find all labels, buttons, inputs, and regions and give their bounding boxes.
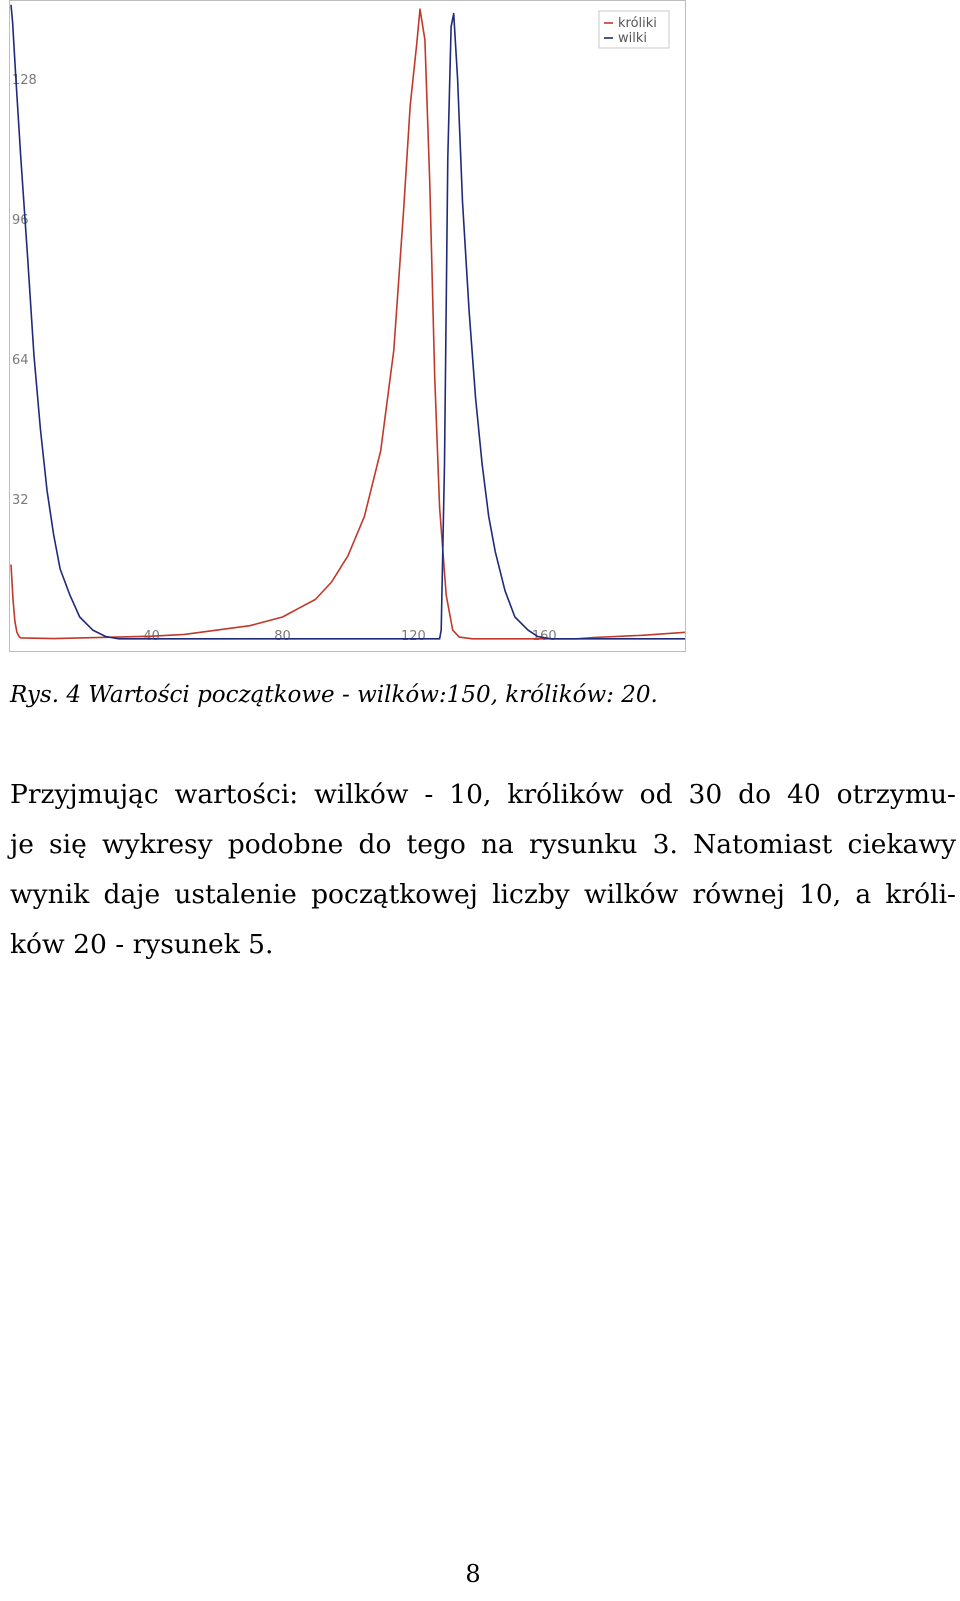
series-line-rabbits bbox=[11, 9, 685, 639]
x-tick-label: 80 bbox=[274, 629, 291, 644]
y-tick-label: 128 bbox=[12, 73, 37, 89]
x-tick-label: 120 bbox=[401, 629, 426, 644]
figure-caption: Rys. 4 Wartości początkowe - wilków:150, królików: 20. bbox=[10, 682, 658, 708]
x-tick-label: 40 bbox=[143, 629, 160, 644]
page-number: 8 bbox=[465, 1560, 481, 1588]
legend-label: wilki bbox=[618, 31, 647, 46]
paragraph-line-2: je się wykresy podobne do tego na rysunku 3. Natomiast ciekawy bbox=[10, 829, 956, 860]
legend-label: króliki bbox=[618, 16, 657, 31]
series-line-wolves bbox=[11, 5, 685, 639]
paragraph-line-1: Przyjmując wartości: wilków - 10, królików od 30 do 40 otrzymu- bbox=[10, 779, 956, 810]
body-paragraph bbox=[10, 770, 956, 970]
population-chart bbox=[9, 0, 686, 652]
x-tick-label: 160 bbox=[531, 629, 557, 644]
chart-canvas bbox=[10, 1, 687, 653]
paragraph-line-3: wynik daje ustalenie początkowej liczby wilków równej 10, a króli- bbox=[10, 879, 956, 910]
y-tick-label: 32 bbox=[12, 492, 29, 508]
paragraph-line-4: ków 20 - rysunek 5. bbox=[10, 929, 274, 960]
y-tick-label: 64 bbox=[12, 352, 29, 368]
y-tick-label: 96 bbox=[12, 213, 29, 229]
